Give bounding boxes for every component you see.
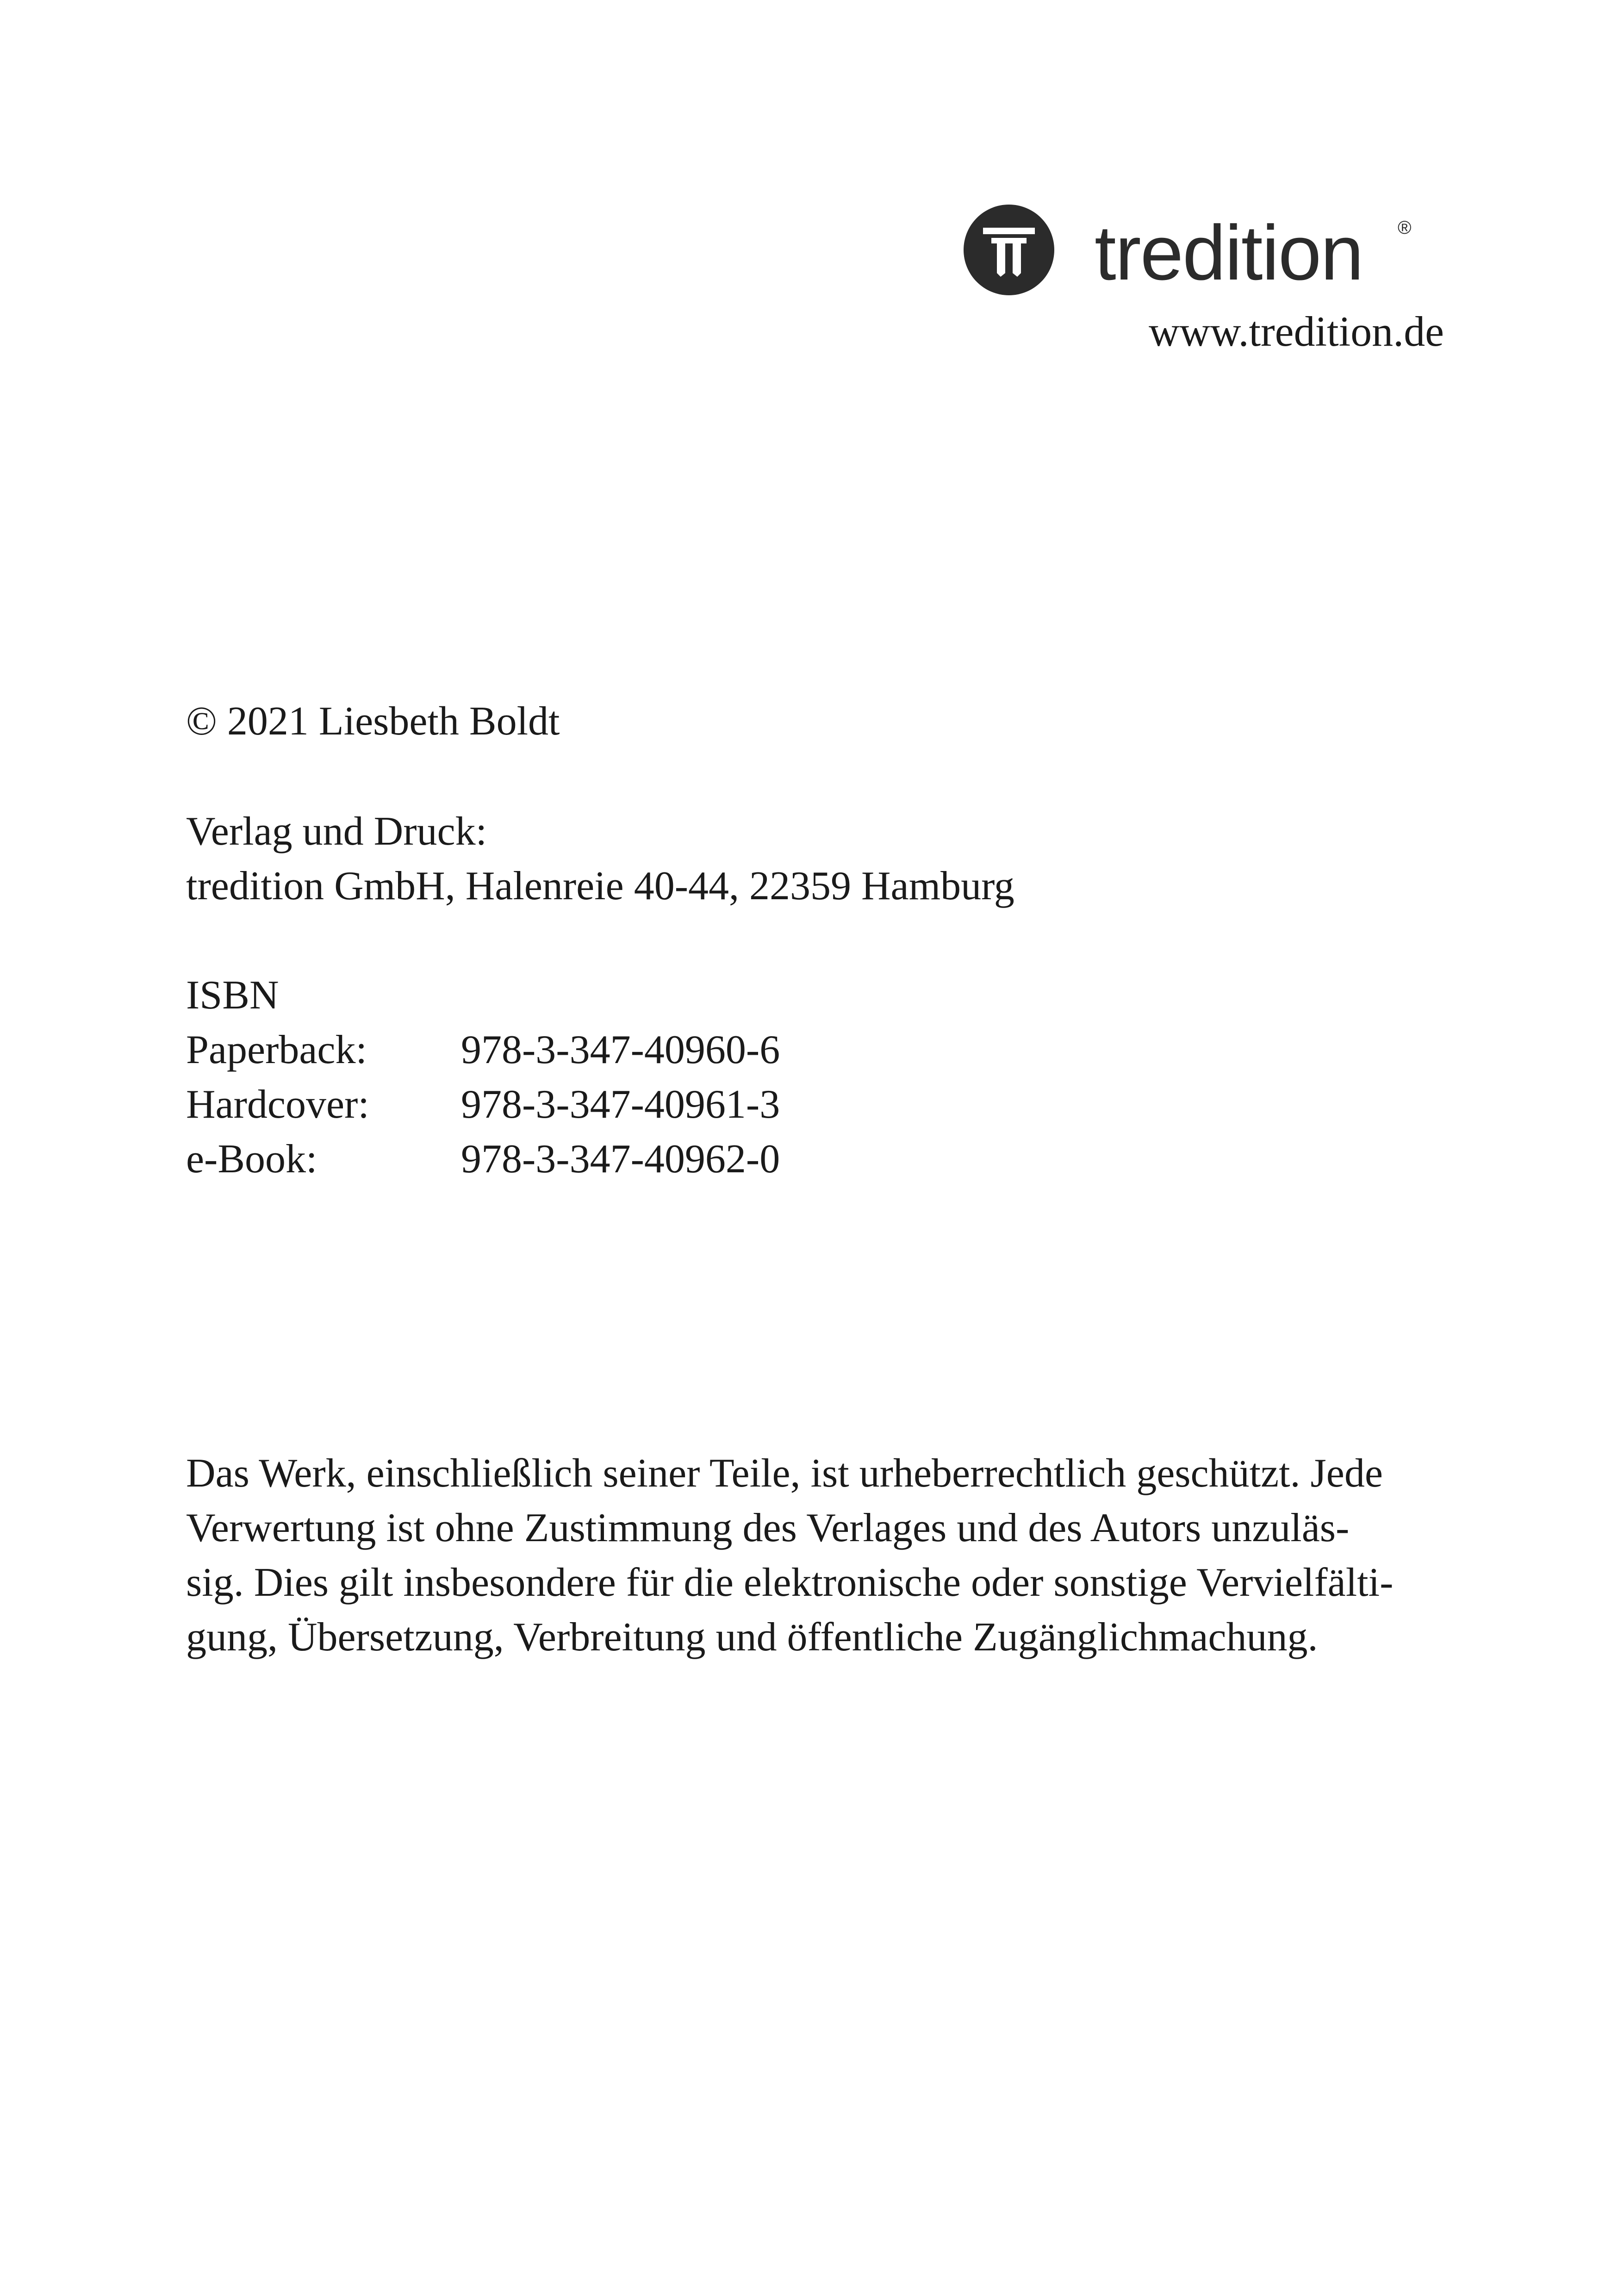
- copyright-notice: [186, 1446, 1445, 1665]
- isbn-number: 978-3-347-40961-3: [461, 1082, 780, 1127]
- publisher-logo: [963, 204, 1444, 355]
- isbn-number: 978-3-347-40960-6: [461, 1027, 780, 1072]
- isbn-format: e-Book:: [186, 1137, 317, 1182]
- registered-mark: ®: [1398, 218, 1412, 238]
- notice-line: Das Werk, einschließlich seiner Teile, ist urheberrechtlich geschützt. Jede: [186, 1451, 1383, 1496]
- isbn-format: Paperback:: [186, 1027, 367, 1072]
- publisher-info: [186, 804, 1014, 914]
- isbn-block: [186, 968, 780, 1187]
- logo-wordmark: tredition: [1095, 209, 1363, 296]
- isbn-row-paperback: [186, 1023, 780, 1077]
- copyright-line: © 2021 Liesbeth Boldt: [186, 699, 560, 744]
- isbn-heading: ISBN: [186, 973, 279, 1018]
- publisher-url[interactable]: www.tredition.de: [1149, 308, 1444, 355]
- notice-line: gung, Übersetzung, Verbreitung und öffentliche Zugänglichmachung.: [186, 1615, 1318, 1660]
- isbn-row-hardcover: [186, 1077, 780, 1132]
- notice-line: Verwertung ist ohne Zustimmung des Verlages und des Autors unzuläs-: [186, 1506, 1350, 1550]
- notice-line: sig. Dies gilt insbesondere für die elektronische oder sonstige Vervielfälti-: [186, 1560, 1394, 1605]
- isbn-format: Hardcover:: [186, 1082, 369, 1127]
- isbn-row-ebook: [186, 1132, 780, 1187]
- isbn-number: 978-3-347-40962-0: [461, 1137, 780, 1182]
- publisher-address: tredition GmbH, Halenreie 40-44, 22359 Hamburg: [186, 864, 1014, 908]
- publisher-label: Verlag und Druck:: [186, 809, 487, 854]
- tredition-logo-icon: [963, 204, 1055, 296]
